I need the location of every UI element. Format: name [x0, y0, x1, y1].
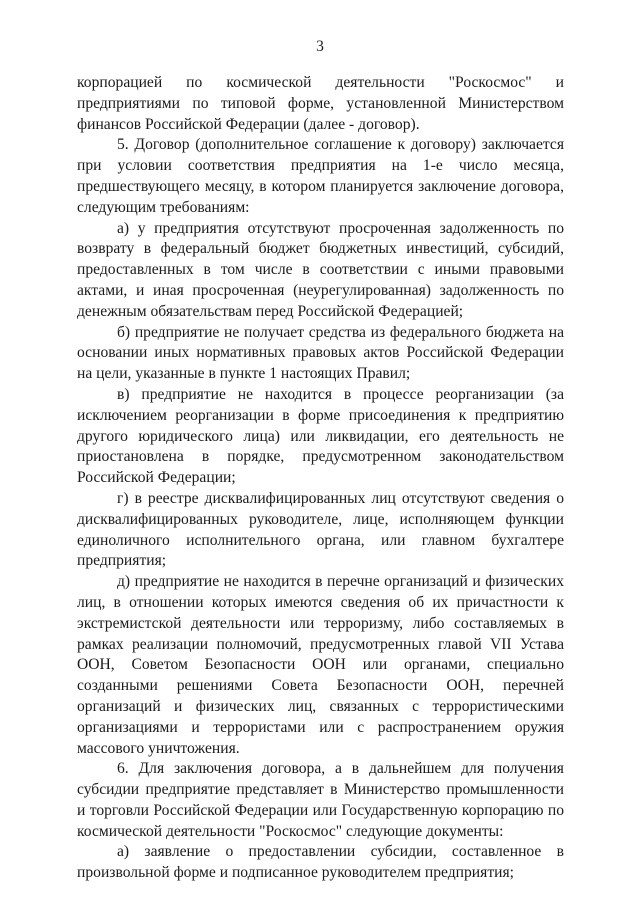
- paragraph-clause-5: 5. Договор (дополнительное соглашение к договору) заключается при условии соответствия предприятия на 1-е число месяца, предшествующего месяцу, в котором планируется заключение договора, следующим требованиям:: [77, 136, 564, 216]
- page-number: 3: [316, 38, 324, 55]
- paragraph-clause-5b: б) предприятие не получает средства из федерального бюджета на основании иных нормативных правовых актов Российской Федерации на цели, указанные в пункте 1 настоящих Правил;: [77, 323, 564, 383]
- paragraph-continuation: корпорацией по космической деятельности "Роскосмос" и предприятиями по типовой форме, установленной Министерством финансов Российской Федерации (далее - договор).: [77, 74, 564, 133]
- paragraph-clause-5v: в) предприятие не находится в процессе реорганизации (за исключением реорганизации в форме присоединения к предприятию другого юридического лица) или ликвидации, его деятельность не приостановлена в порядке, предусмотренном законодательством Российской Федерации;: [77, 385, 564, 487]
- paragraph-clause-6: 6. Для заключения договора, а в дальнейшем для получения субсидии предприятие представляет в Министерство промышленности и торговли Российской Федерации или Государственную корпорацию по космической деятельности "Роскосмос" следующие документы:: [77, 760, 564, 840]
- paragraph-clause-6a: а) заявление о предоставлении субсидии, составленное в произвольной форме и подписанное руководителем предприятия;: [77, 843, 564, 882]
- document-body: [77, 73, 564, 884]
- paragraph-clause-5g: г) в реестре дисквалифицированных лиц отсутствуют сведения о дисквалифицированных руководителе, лице, исполняющем функции единоличного исполнительного органа, или главном бухгалтере предприятия;: [77, 489, 564, 570]
- paragraph-clause-5a: а) у предприятия отсутствуют просроченная задолженность по возврату в федеральный бюджет бюджетных инвестиций, субсидий, предоставленных в том числе в соответствии с иными правовыми актами, и иная просроченная (неурегулированная) задолженность по денежным обязательствам перед Российской Федерацией;: [77, 219, 564, 320]
- paragraph-clause-5d: д) предприятие не находится в перечне организаций и физических лиц, в отношении которых имеются сведения об их причастности к экстремистской деятельности или терроризму, либо составляемых в рамках реализации полномочий, предусмотренных главой VII Устава ООН, Советом Безопасности ООН или органами, специально созданными решениями Совета Безопасности ООН, перечней организаций и физических лиц, связанных с террористическими организациями и террористами или с распространением оружия массового уничтожения.: [77, 573, 564, 757]
